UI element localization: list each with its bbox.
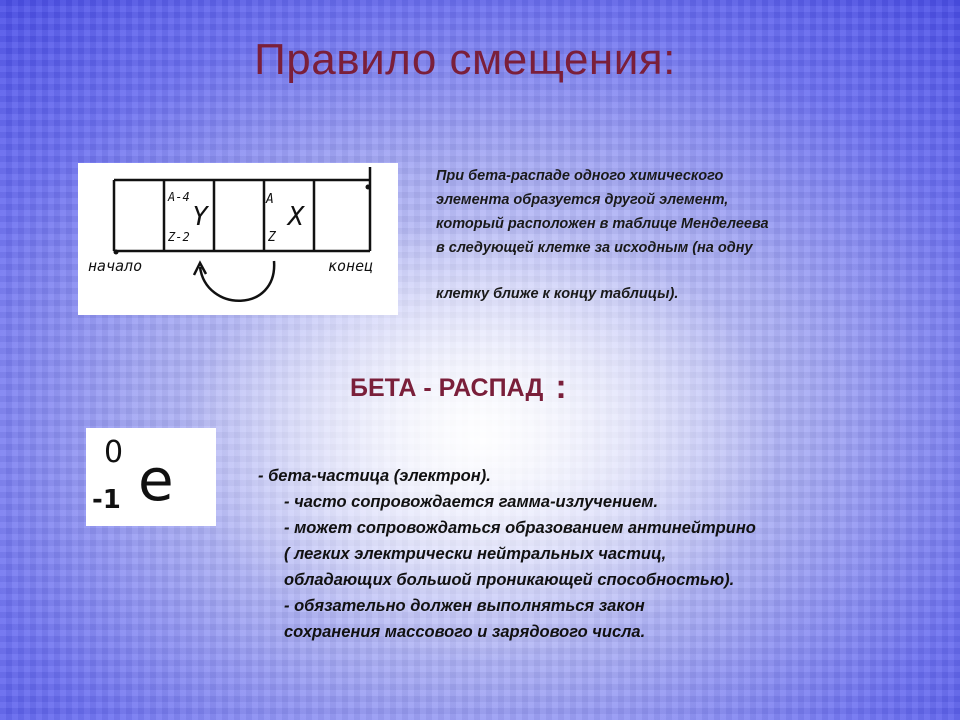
x-mass-label: A [266,192,274,207]
section-heading-text: БЕТА - РАСПАД [350,374,544,402]
description-line: клетку ближе к концу таблицы). [436,286,679,302]
description-line: элемента образуется другой элемент, [436,192,729,208]
property-line: - обязательно должен выполняться закон [284,597,645,615]
electron-charge-number: -1 [92,485,121,515]
periodic-shift-diagram [78,163,398,315]
description-line: в следующей клетке за исходным (на одну [436,240,753,256]
property-line: сохранения массового и зарядового числа. [284,623,646,641]
electron-symbol: e [138,446,174,514]
property-line: обладающих большой проникающей способностью). [284,571,735,589]
beta-decay-description [436,164,896,306]
section-heading [350,366,567,405]
description-line: который расположен в таблице Менделеева [436,216,769,232]
slide-title: Правило смещения: [254,35,676,84]
x-charge-label: Z [268,230,276,245]
start-label: начало [88,257,143,275]
property-line: - может сопровождаться образованием антинейтрино [284,519,756,537]
end-label: конец [328,257,374,275]
property-line: ( легких электрически нейтральных частиц, [284,545,667,563]
property-line: - бета-частица (электрон). [258,467,491,485]
section-heading-colon: : [555,368,567,406]
beta-particle-properties [258,463,938,645]
property-line: - часто сопровождается гамма-излучением. [284,493,659,511]
y-charge-label: Z-2 [168,230,190,244]
y-symbol: Y [192,202,208,232]
electron-mass-number: 0 [104,435,124,470]
electron-notation [86,428,216,526]
description-line: При бета-распаде одного химического [436,168,724,184]
y-mass-label: A-4 [168,190,190,204]
x-symbol: X [288,202,304,232]
shift-arrow [200,261,274,301]
